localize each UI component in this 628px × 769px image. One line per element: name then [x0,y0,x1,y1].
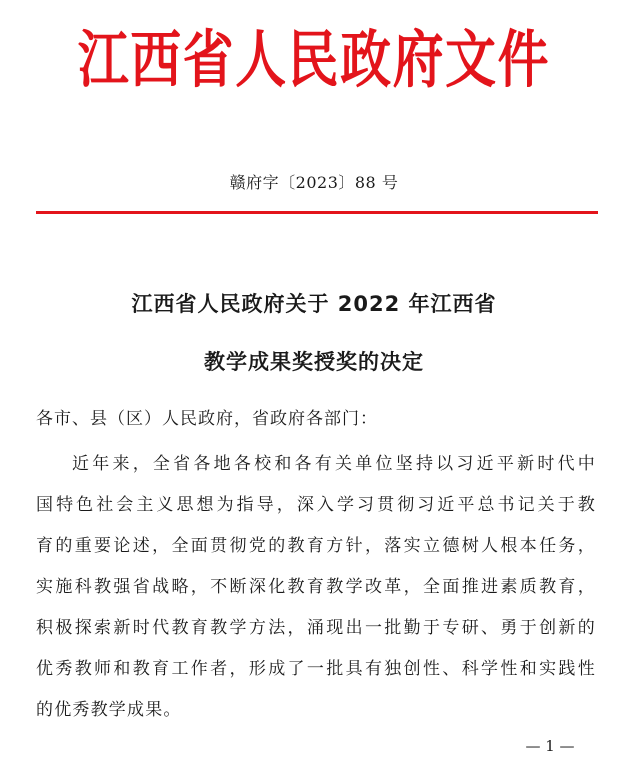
document-title-line-2: 教学成果奖授奖的决定 [204,350,424,374]
body-line-5: 积极探索新时代教育教学方法，涌现出一批勤于专研、勇于创新的 [36,618,596,638]
body-line-6: 优秀教师和教育工作者，形成了一批具有独创性、科学性和实践性 [36,659,596,679]
document-number: 赣府字〔2023〕88 号 [229,173,399,192]
body-line-4: 实施科教强省战略，不断深化教育教学改革，全面推进素质教育， [36,577,596,597]
document-title-line-1: 江西省人民政府关于 2022 年江西省 [131,292,497,316]
red-separator-line [36,211,598,214]
body-line-7: 的优秀教学成果。 [36,700,182,720]
body-line-3: 育的重要论述，全面贯彻党的教育方针，落实立德树人根本任务， [36,536,596,556]
page-number: — 1 — [525,737,575,755]
body-line-2: 国特色社会主义思想为指导，深入学习贯彻习近平总书记关于教 [36,495,596,515]
body-line-1: 近年来，全省各地各校和各有关单位坚持以习近平新时代中 [72,454,596,474]
salutation: 各市、县（区）人民政府，省政府各部门： [36,409,378,429]
document-masthead: 江西省人民政府文件 [77,23,551,96]
